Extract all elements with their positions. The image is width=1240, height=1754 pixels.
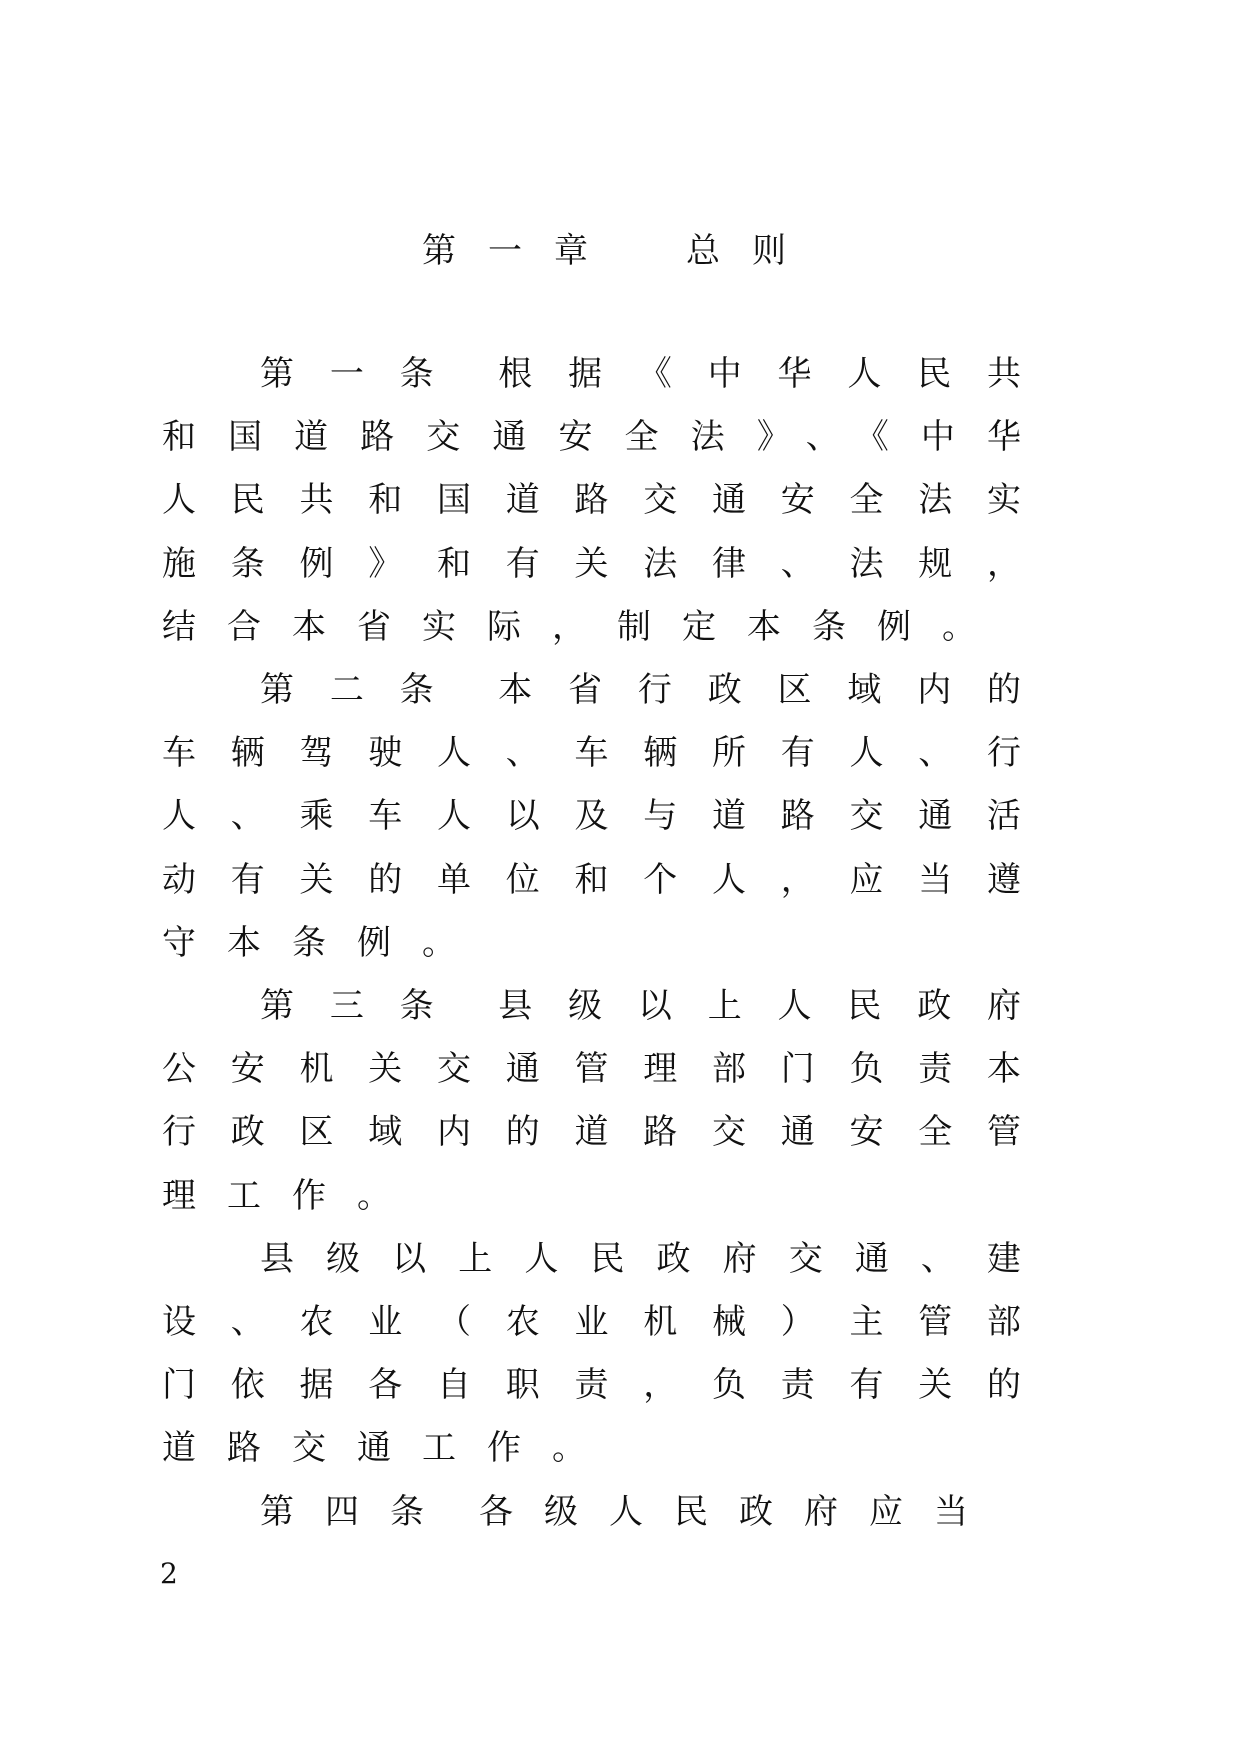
article-number: 第一条 bbox=[260, 354, 470, 394]
paragraph-text: 根据《中华人民共和国道路交通安全法》、《中华人民共和国道路交通安全法实施条例》和有关法律、法规，结合本省实际，制定本条例。 bbox=[162, 354, 1053, 647]
paragraph-article-2 bbox=[162, 659, 1052, 975]
article-number: 第四条 bbox=[260, 1491, 455, 1532]
article-number: 第二条 bbox=[260, 670, 470, 711]
paragraph-article-3-continued bbox=[162, 1228, 1052, 1481]
paragraph-article-3 bbox=[162, 975, 1052, 1228]
paragraph-article-4 bbox=[162, 1481, 1052, 1544]
paragraph-text: 县级以上人民政府交通、建设、农业（农业机械）主管部门依据各自职责，负责有关的道路交通工作。 bbox=[162, 1238, 1052, 1469]
paragraph-text: 各级人民政府应当 bbox=[479, 1491, 999, 1532]
paragraph-article-1 bbox=[162, 343, 1052, 659]
page-number: 2 bbox=[160, 1557, 178, 1590]
paragraph-text: 本省行政区域内的车辆驾驶人、车辆所有人、行人、乘车人以及与道路交通活动有关的单位和个人，应当遵守本条例。 bbox=[162, 670, 1053, 963]
paragraph-text: 县级以上人民政府公安机关交通管理部门负责本行政区域内的道路交通安全管理工作。 bbox=[162, 986, 1053, 1216]
article-number: 第三条 bbox=[260, 986, 470, 1027]
document-body bbox=[162, 343, 1052, 1544]
chapter-title: 第一章 总则 bbox=[422, 231, 818, 271]
